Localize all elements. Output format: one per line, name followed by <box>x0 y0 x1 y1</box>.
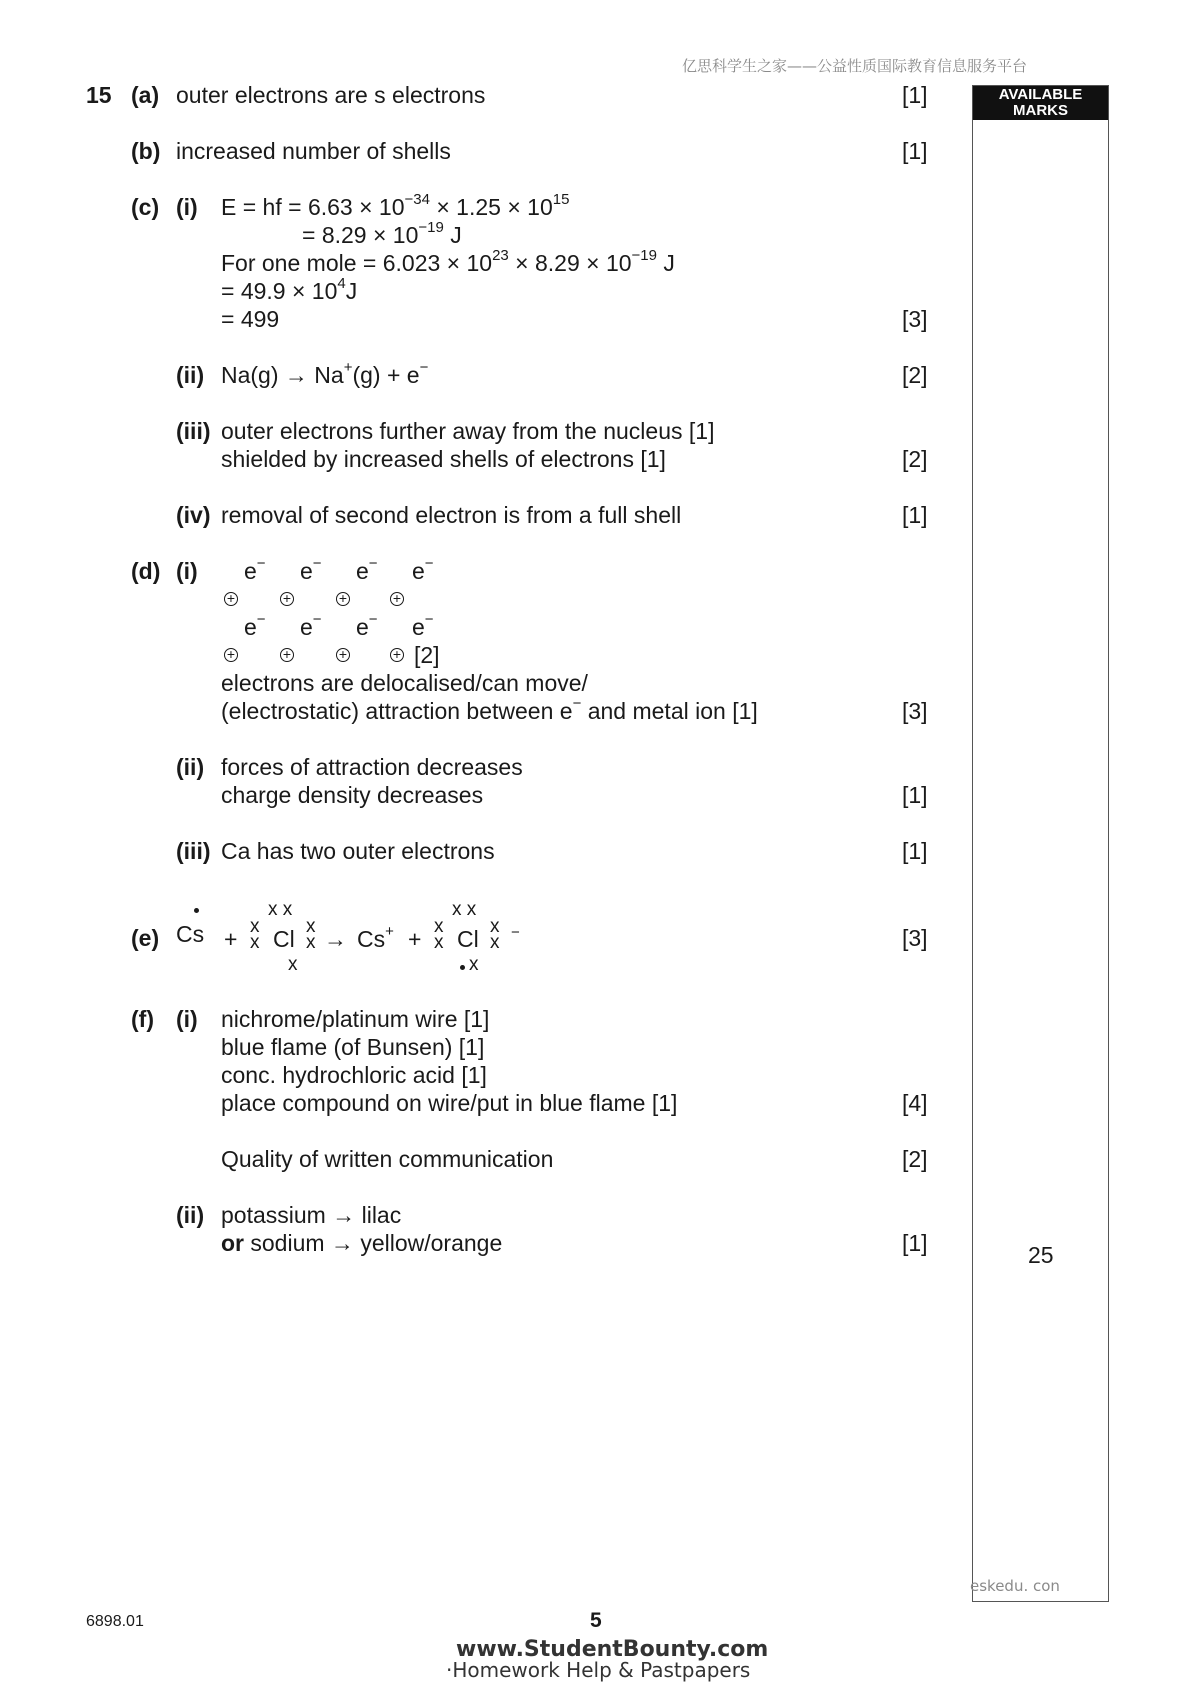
f-ii-line2 <box>221 1229 502 1257</box>
part-c-label: (c) <box>131 194 160 220</box>
c-i-line2-b: J <box>443 222 462 248</box>
electron: e− <box>244 611 266 640</box>
question-number: 15 <box>86 82 112 108</box>
part-b-text: increased number of shells <box>176 138 451 164</box>
cs-ion: Cs+ <box>357 923 394 952</box>
f-i-line1: nichrome/platinum wire [1] <box>221 1006 490 1032</box>
electron: e− <box>412 555 434 584</box>
part-a-label: (a) <box>131 82 160 108</box>
metal-ion: + <box>390 648 404 662</box>
cl-ion-charge: − <box>511 924 520 941</box>
part-c-ii-label: (ii) <box>176 362 205 388</box>
cl-ion-right-cross-2: x <box>490 932 500 953</box>
c-i-line4 <box>221 277 357 305</box>
f-i-line2: blue flame (of Bunsen) [1] <box>221 1034 485 1060</box>
qwc-mark: [2] <box>902 1146 928 1172</box>
f-ii-line2-text: sodium → yellow/orange <box>244 1230 503 1256</box>
exam-code: 6898.01 <box>86 1613 144 1630</box>
cl-top-crosses: x x <box>268 899 293 920</box>
c-ii-text-b: (g) + e <box>352 362 420 388</box>
electron: e− <box>412 611 434 640</box>
c-i-line1-exp2: 15 <box>552 191 570 209</box>
d-i-mark: [3] <box>902 698 928 724</box>
electron: e− <box>300 611 322 640</box>
d-ii-mark: [1] <box>902 782 928 808</box>
d-ii-line2: charge density decreases <box>221 782 484 808</box>
c-i-line3-exp2: −19 <box>631 247 657 265</box>
c-i-line3-exp1: 23 <box>492 247 509 265</box>
part-c-iv-label: (iv) <box>176 502 211 528</box>
c-i-line4-exp: 4 <box>337 275 346 293</box>
c-iii-mark: [2] <box>902 446 928 472</box>
cl-right-cross-2: x <box>306 932 316 953</box>
metal-ion: + <box>336 648 350 662</box>
footer-logo-line2: ·Homework Help & Pastpapers <box>446 1658 751 1682</box>
c-iv-mark: [1] <box>902 502 928 528</box>
c-i-line3 <box>221 249 675 277</box>
reaction-arrow: → <box>324 926 347 952</box>
electron: e− <box>356 611 378 640</box>
c-i-line3-b: × 8.29 × 10 <box>508 250 632 276</box>
metal-ion: + <box>224 592 238 606</box>
cl-ion-left-cross-2: x <box>434 932 444 953</box>
c-i-line5: = 499 <box>221 306 280 332</box>
cl-ion-right-cross-1: x <box>490 916 500 937</box>
c-i-line4-a: = 49.9 × 10 <box>221 278 338 304</box>
part-b-mark: [1] <box>902 138 928 164</box>
part-e-label: (e) <box>131 925 160 951</box>
c-i-line1 <box>221 193 569 221</box>
part-f-ii-label: (ii) <box>176 1202 205 1228</box>
c-i-line2 <box>302 221 462 249</box>
metal-ion: + <box>336 592 350 606</box>
electron: e− <box>300 555 322 584</box>
page-number: 5 <box>590 1609 602 1632</box>
c-iii-line1: outer electrons further away from the nucleus [1] <box>221 418 715 444</box>
part-f-label: (f) <box>131 1006 154 1032</box>
plus-sign-2: + <box>408 926 422 952</box>
cl-right-cross-1: x <box>306 916 316 937</box>
c-i-line3-c: J <box>657 250 675 276</box>
cl-left-cross-2: x <box>250 932 260 953</box>
available-marks-header-line2: MARKS <box>1013 102 1068 119</box>
c-ii-sup2: − <box>419 359 429 377</box>
plus-sign: + <box>224 926 238 952</box>
cl-bottom-cross: x <box>288 954 298 975</box>
cl-ion: Cl <box>457 926 479 952</box>
cl-left-cross-1: x <box>250 916 260 937</box>
part-d-ii-label: (ii) <box>176 754 205 780</box>
metal-ion: + <box>224 648 238 662</box>
part-d-label: (d) <box>131 558 161 584</box>
part-c-i-label: (i) <box>176 194 198 220</box>
d-i-line2 <box>221 697 758 725</box>
cs-atom: Cs <box>176 921 205 947</box>
c-i-line1-exp1: −34 <box>404 191 430 209</box>
d-i-line2-a: (electrostatic) attraction between e <box>221 698 573 724</box>
d-iii-text: Ca has two outer electrons <box>221 838 495 864</box>
cl-atom: Cl <box>273 926 295 952</box>
c-iii-line2: shielded by increased shells of electrons [1] <box>221 446 666 472</box>
metal-ion: + <box>390 592 404 606</box>
cl-ion-top-crosses: x x <box>452 899 477 920</box>
c-ii-mark: [2] <box>902 362 928 388</box>
f-ii-mark: [1] <box>902 1230 928 1256</box>
f-i-line4: place compound on wire/put in blue flame [1] <box>221 1090 678 1116</box>
c-ii-sup1: + <box>343 359 353 377</box>
part-d-iii-label: (iii) <box>176 838 211 864</box>
electron: e− <box>356 555 378 584</box>
footer-logo-line1: www.StudentBounty.com <box>456 1637 769 1662</box>
f-ii-or: or <box>221 1230 244 1256</box>
d-ii-line1: forces of attraction decreases <box>221 754 523 780</box>
d-iii-mark: [1] <box>902 838 928 864</box>
f-i-line3: conc. hydrochloric acid [1] <box>221 1062 487 1088</box>
cl-ion-transferred-dot <box>460 965 465 970</box>
available-marks-header <box>973 86 1108 120</box>
diagram-mark: [2] <box>414 642 440 668</box>
part-b-label: (b) <box>131 138 161 164</box>
c-i-line2-a: = 8.29 × 10 <box>302 222 419 248</box>
c-ii-text <box>221 361 428 389</box>
c-ii-text-a: Na(g) → Na <box>221 362 344 388</box>
c-iv-text: removal of second electron is from a full shell <box>221 502 682 528</box>
e-mark: [3] <box>902 925 928 951</box>
c-i-line4-b: J <box>345 278 358 304</box>
qwc-text: Quality of written communication <box>221 1146 554 1172</box>
part-f-i-label: (i) <box>176 1006 198 1032</box>
part-d-i-label: (i) <box>176 558 198 584</box>
f-ii-line1: potassium → lilac <box>221 1202 402 1228</box>
part-a-mark: [1] <box>902 82 928 108</box>
c-i-line2-exp: −19 <box>418 219 444 237</box>
c-i-mark: [3] <box>902 306 928 332</box>
electron: e− <box>244 555 266 584</box>
c-i-line1-b: × 1.25 × 10 <box>429 194 553 220</box>
metal-ion: + <box>280 648 294 662</box>
footer-watermark: eskedu. con <box>970 1577 1060 1595</box>
header-watermark: 亿思科学生之家——公益性质国际教育信息服务平台 <box>682 57 1028 75</box>
d-i-line2-sup: − <box>572 695 582 713</box>
f-i-mark: [4] <box>902 1090 928 1116</box>
available-marks-column <box>972 85 1109 1602</box>
cl-ion-left-cross-1: x <box>434 916 444 937</box>
c-i-line1-a: E = hf = 6.63 × 10 <box>221 194 405 220</box>
cl-ion-bottom-cross: x <box>469 954 479 975</box>
d-i-line1: electrons are delocalised/can move/ <box>221 670 588 696</box>
d-i-line2-b: and metal ion [1] <box>581 698 758 724</box>
marks-total: 25 <box>1028 1242 1054 1268</box>
c-i-line3-a: For one mole = 6.023 × 10 <box>221 250 493 276</box>
available-marks-header-line1: AVAILABLE <box>998 86 1083 103</box>
cs-electron-dot <box>194 908 199 913</box>
part-a-text: outer electrons are s electrons <box>176 82 486 108</box>
metal-ion: + <box>280 592 294 606</box>
part-c-iii-label: (iii) <box>176 418 211 444</box>
